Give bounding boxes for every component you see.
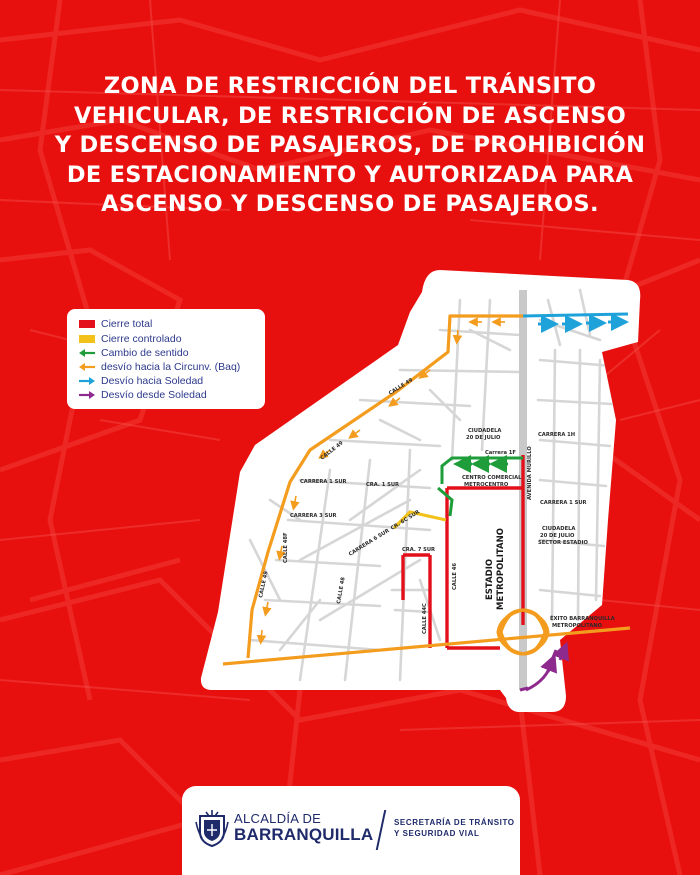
arrow-left-icon — [79, 362, 95, 372]
legend-label: Cambio de sentido — [101, 347, 189, 359]
title-line: ZONA DE RESTRICCIÓN DEL TRÁNSITO — [103, 73, 597, 99]
label-ciudadela-1: CIUDADELA — [468, 428, 502, 434]
legend-label: Desvío desde Soledad — [101, 389, 207, 401]
brand-separator — [376, 810, 387, 850]
label-calle-46: CALLE 46 — [452, 562, 458, 590]
title-line: ASCENSO Y DESCENSO DE PASAJEROS. — [101, 191, 599, 217]
title-line: Y DESCENSO DE PASAJEROS, DE PROHIBICIÓN — [54, 132, 646, 158]
department-line: Y SEGURIDAD VIAL — [394, 829, 480, 838]
legend-item-controlled — [79, 333, 182, 345]
legend-item-closure — [79, 318, 152, 330]
brand-top-text: ALCALDÍA DE — [234, 811, 322, 826]
label-calle-49-top: CALLE 49 — [387, 377, 414, 397]
legend-item-from-soledad — [79, 389, 207, 401]
label-ciudadela-sector-3: SECTOR ESTADIO — [538, 540, 588, 546]
footer-brand-bar — [182, 786, 520, 875]
legend-item-to-soledad — [79, 375, 203, 387]
label-ciudadela-sector-2: 20 DE JULIO — [540, 533, 575, 539]
label-calle-48: CALLE 48 — [336, 576, 347, 605]
arrow-right-icon — [79, 390, 95, 400]
label-calle-48f: CALLE 48F — [283, 532, 289, 563]
label-cra-1-sur: CRA. 1 SUR — [366, 482, 400, 488]
arrow-right-icon — [79, 376, 95, 386]
label-carrera-1-sur-right: CARRERA 1 SUR — [540, 500, 587, 506]
legend-label: Cierre controlado — [101, 333, 182, 345]
label-cr-6c-sur: CR. 6C SUR — [389, 509, 421, 532]
label-carrera-1f: Carrera 1F — [485, 450, 516, 456]
label-avenida-murillo: AVENIDA MURILLO — [527, 446, 533, 500]
label-calle-49-low: CALLE 49 — [258, 570, 270, 599]
legend-label: Cierre total — [101, 318, 153, 330]
legend-item-change — [79, 347, 189, 359]
yellow-swatch-icon — [79, 335, 95, 343]
label-centro-comercial-1: CENTRO COMERCIAL — [462, 475, 522, 481]
department-line: SECRETARÍA DE TRÁNSITO — [394, 818, 515, 827]
title-line: DE ESTACIONAMIENTO Y AUTORIZADA PARA — [66, 161, 634, 188]
red-swatch-icon — [79, 320, 95, 328]
title-line: VEHICULAR, DE RESTRICCIÓN DE ASCENSO — [74, 102, 626, 129]
label-metropolitano: METROPOLITANO — [496, 528, 506, 610]
label-exito-2: METROPOLITANO — [552, 623, 602, 629]
label-carrera-3-sur: CARRERA 3 SUR — [290, 513, 337, 519]
label-calle-44c: CALLE 44C — [422, 603, 428, 634]
label-ciudadela-sector-1: CIUDADELA — [542, 526, 576, 532]
arrow-left-icon — [79, 348, 95, 358]
label-calle-49-mid: CALLE 49 — [319, 440, 345, 462]
label-carrera-1-sur-left: CARRERA 1 SUR — [300, 479, 347, 485]
label-carrera-1h: CARRERA 1H — [538, 432, 576, 438]
legend-item-circunv — [79, 361, 240, 373]
legend-label: desvío hacia la Circunv. (Baq) — [101, 361, 241, 373]
label-estadio: ESTADIO — [485, 558, 495, 600]
label-exito-1: ÉXITO BARRANQUILLA — [550, 616, 615, 622]
legend-label: Desvío hacia Soledad — [101, 375, 204, 387]
label-cra-7-sur: CRA. 7 SUR — [402, 547, 436, 553]
department-name — [394, 817, 515, 839]
label-ciudadela-2: 20 DE JULIO — [466, 435, 501, 441]
brand-main-text: BARRANQUILLA — [234, 825, 374, 844]
map-legend — [67, 309, 265, 409]
label-centro-comercial-2: METROCENTRO — [464, 482, 509, 488]
city-crest-icon — [194, 808, 230, 848]
label-carrera-6-sur: CARRERA 6 SUR — [347, 527, 391, 558]
